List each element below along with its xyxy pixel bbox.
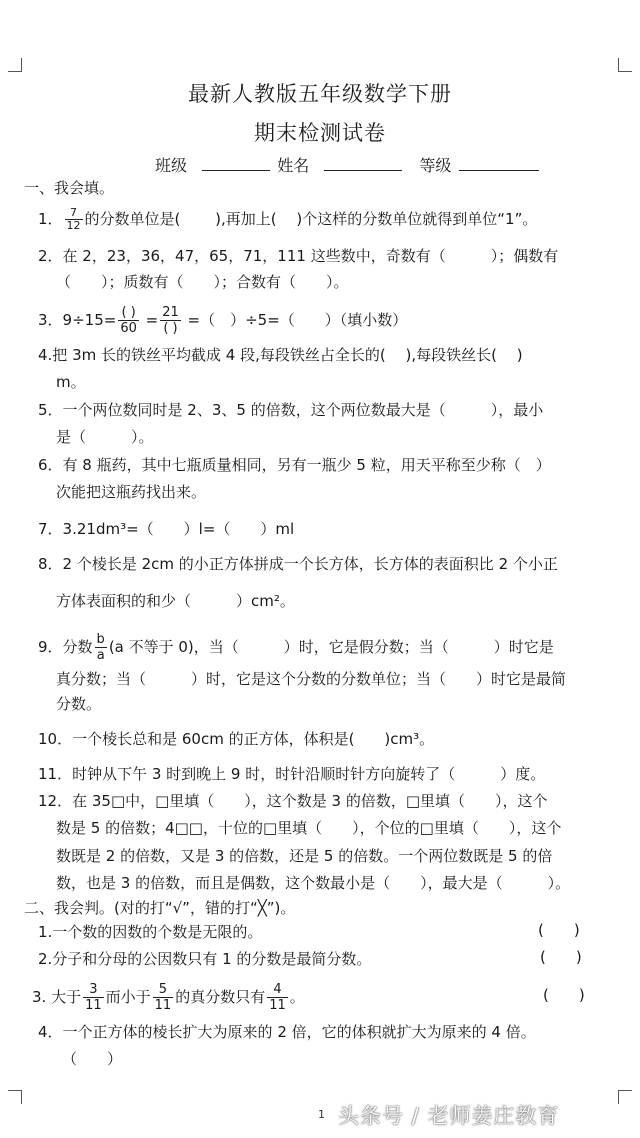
page-title: 最新人教版五年级数学下册 (188, 82, 452, 106)
watermark: 头条号 / 老师姜庄教育 (338, 1104, 560, 1128)
question-3: 3．9÷15= $\frac{( )}{60}$ = $\frac{21}{( )}$ =（ ）÷5=（ ）（填小数） (38, 305, 408, 336)
judge-2-answer-paren[interactable]: ( ) (540, 948, 582, 966)
fraction: $\frac{3}{11}$ (85, 982, 102, 1013)
judge-1-answer-paren[interactable]: ( ) (538, 921, 580, 939)
question-2-line-2: （ ）；质数有（ ）；合数有（ ）。 (56, 273, 349, 291)
judge-4-answer-paren[interactable]: （ ） (62, 1050, 123, 1068)
name-blank[interactable] (324, 157, 402, 171)
class-blank[interactable] (202, 157, 270, 171)
judge-3-answer-paren[interactable]: ( ) (543, 986, 585, 1004)
fraction: $\frac{7}{12}$ (66, 206, 81, 232)
grade-label: 等级 (419, 156, 452, 175)
question-6-line-2: 次能把这瓶药找出来。 (56, 483, 207, 501)
judge-2: 2.分子和分母的公因数只有 1 的分数是最简分数。 (38, 950, 372, 968)
fraction: $\frac{5}{11}$ (154, 982, 172, 1013)
question-4-line-1: 4.把 3m 长的铁丝平均截成 4 段,每段铁丝占全长的( ),每段铁丝长( ) (38, 346, 523, 364)
judge-3: 3. 大于 $\frac{3}{11}$ 而小于 $\frac{5}{11}$ 的真分数只有 $\frac{4}{11}$ 。 (32, 982, 305, 1013)
page-footer (0, 1098, 640, 1138)
judge-1: 1.一个数的因数的个数是无限的。 (38, 923, 263, 941)
question-10: 10．一个棱长总和是 60cm 的正方体，体积是( )cm³。 (38, 730, 435, 748)
judge-4-line-1: 4．一个正方体的棱长扩大为原来的 2 倍，它的体积就扩大为原来的 4 倍。 (38, 1023, 536, 1041)
fraction: $\frac{b}{a}$ (96, 632, 105, 663)
question-2-line-1: 2．在 2，23，36，47，65，71，111 这些数中，奇数有（ ）；偶数有 (38, 247, 559, 265)
question-12-line-4: 数，也是 3 的倍数，而且是偶数，这个数最小是（ ），最大是（ ）。 (56, 874, 571, 892)
section1-heading: 一、我会填。 (24, 179, 115, 197)
fraction: $\frac{4}{11}$ (269, 982, 286, 1013)
question-5-line-1: 5．一个两位数同时是 2、3、5 的倍数，这个两位数最大是（ ），最小 (38, 401, 544, 419)
section2-heading: 二、我会判。(对的打“√”，错的打“╳”)。 (24, 899, 296, 917)
question-6-line-1: 6．有 8 瓶药，其中七瓶质量相同，另有一瓶少 5 粒，用天平称至少称（ ） (38, 456, 551, 474)
crop-mark-top-right (618, 58, 632, 72)
crop-mark-top-left (8, 58, 22, 72)
question-11: 11．时钟从下午 3 时到晚上 9 时，时针沿顺时针方向旋转了（ ）度。 (38, 765, 546, 783)
question-8-line-1: 8．2 个棱长是 2cm 的小正方体拼成一个长方体，长方体的表面积比 2 个小正 (38, 555, 558, 573)
fraction: $\frac{21}{( )}$ (162, 305, 179, 336)
question-12-line-3: 数既是 2 的倍数，又是 3 的倍数，还是 5 的倍数。一个两位数既是 5 的倍 (56, 847, 553, 865)
question-5-line-2: 是（ ）。 (56, 428, 154, 446)
name-label: 姓名 (277, 156, 310, 175)
question-12-line-1: 12．在 35□中，□里填（ ），这个数是 3 的倍数，□里填（ ），这个 (38, 792, 548, 810)
question-9-line-3: 分数。 (56, 695, 102, 713)
question-1: 1． $\frac{7}{12}$ 的分数单位是( ),再加上( )个这样的分数单位就得到单位“1”。 (38, 206, 538, 232)
question-9-line-1: 9．分数 $\frac{b}{a}$ (a 不等于 0)，当（ ）时，它是假分数；当（ ）时它是 (38, 632, 554, 663)
question-4-line-2: m。 (56, 373, 86, 391)
class-label: 班级 (155, 156, 188, 175)
page-subtitle: 期末检测试卷 (254, 121, 386, 145)
question-8-line-2: 方体表面积的和少（ ）cm²。 (56, 592, 295, 610)
student-info-line (155, 153, 539, 176)
question-9-line-2: 真分数；当（ ）时，它是这个分数的分数单位；当（ ）时它是最简 (56, 670, 567, 688)
grade-blank[interactable] (459, 157, 539, 171)
question-12-line-2: 数是 5 的倍数；4□□，十位的□里填（ ），个位的□里填（ ），这个 (56, 819, 562, 837)
fraction: $\frac{( )}{60}$ (120, 305, 137, 336)
page-number: 1 (318, 1108, 325, 1121)
question-7: 7．3.21dm³=（ ）l=（ ）ml (38, 520, 295, 538)
